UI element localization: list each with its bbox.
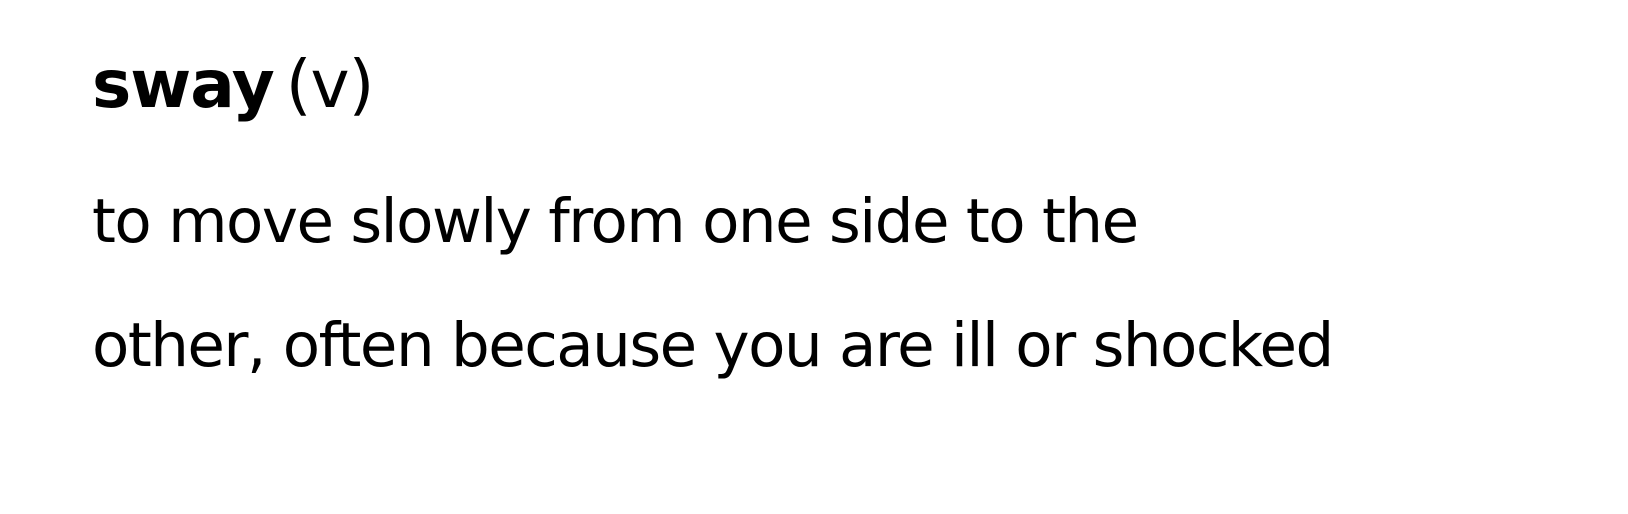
definition-line-2: other, often because you are ill or shocked bbox=[92, 310, 1333, 381]
dictionary-entry bbox=[92, 46, 1592, 408]
definition-line-1: to move slowly from one side to the bbox=[92, 186, 1138, 257]
headword: sway bbox=[92, 46, 274, 123]
headword-line bbox=[92, 46, 1592, 123]
part-of-speech: (v) bbox=[285, 46, 374, 123]
definition bbox=[92, 160, 1592, 408]
